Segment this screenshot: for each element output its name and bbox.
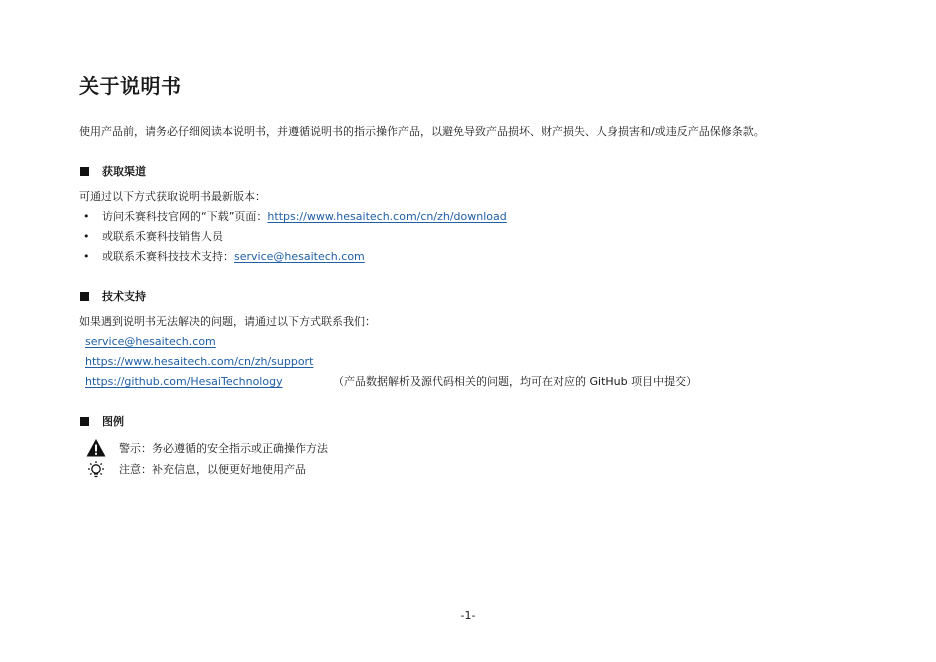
channels-item-support (102, 250, 365, 264)
channels-item-sales (102, 230, 223, 244)
channels-item-download (102, 210, 507, 224)
section-heading-legend (79, 414, 124, 428)
channels-item-text: 或联系禾赛科技销售人员 (102, 230, 223, 243)
support-email-link[interactable]: service@hesaitech.com (85, 335, 216, 348)
github-line (85, 375, 283, 389)
intro-paragraph: 使用产品前，请务必仔细阅读本说明书，并遵循说明书的指示操作产品，以避免导致产品损坏、财产损失、人身损害和/或违反产品保修条款。 (79, 125, 765, 138)
support-lead: 如果遇到说明书无法解决的问题，请通过以下方式联系我们： (79, 315, 376, 328)
support-page-link[interactable]: https://www.hesaitech.com/cn/zh/support (85, 355, 314, 368)
bullet-dot: • (83, 250, 90, 263)
section-title-support: 技术支持 (102, 290, 146, 303)
square-bullet-icon (80, 167, 89, 176)
section-heading-support (79, 289, 146, 303)
channels-item-text: 访问禾赛科技官网的“下载”页面： (102, 210, 268, 223)
legend-warning-text: 警示：务必遵循的安全指示或正确操作方法 (119, 442, 328, 455)
page-title: 关于说明书 (79, 74, 182, 98)
github-note: （产品数据解析及源代码相关的问题，均可在对应的 GitHub 项目中提交） (333, 375, 698, 388)
channels-item-text: 或联系禾赛科技技术支持： (102, 250, 234, 263)
support-page-line (85, 355, 313, 369)
section-heading-channels (79, 164, 146, 178)
legend-note-text: 注意：补充信息，以便更好地使用产品 (119, 463, 306, 476)
square-bullet-icon (80, 292, 89, 301)
square-bullet-icon (80, 417, 89, 426)
bullet-dot: • (83, 210, 90, 223)
section-title-legend: 图例 (102, 415, 124, 428)
page-number: -1- (460, 609, 476, 622)
channels-lead: 可通过以下方式获取说明书最新版本： (79, 190, 266, 203)
section-title-channels: 获取渠道 (102, 165, 146, 178)
lightbulb-icon (86, 460, 106, 480)
bullet-dot: • (83, 230, 90, 243)
download-page-link[interactable]: https://www.hesaitech.com/cn/zh/download (267, 210, 507, 223)
warning-icon (86, 438, 106, 458)
support-email-line (85, 335, 216, 349)
github-link[interactable]: https://github.com/HesaiTechnology (85, 375, 283, 388)
support-email-link[interactable]: service@hesaitech.com (234, 250, 365, 263)
